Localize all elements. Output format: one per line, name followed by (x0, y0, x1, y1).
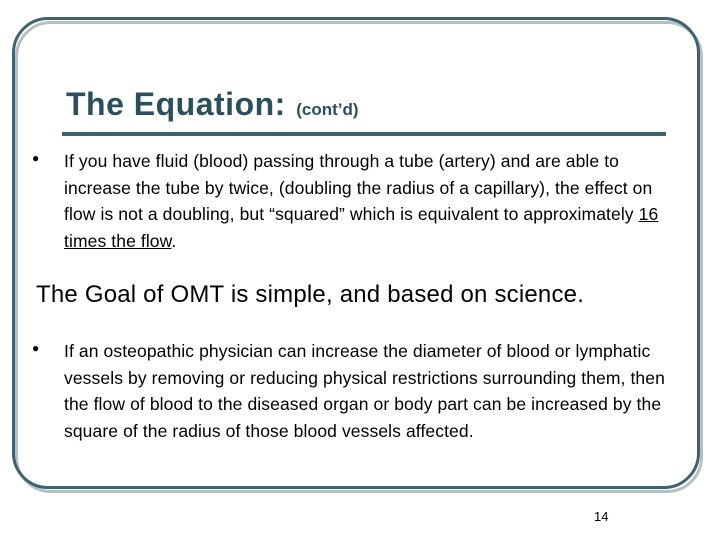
bullet-dot-icon: ● (32, 341, 40, 355)
title-main: The Equation: (66, 86, 286, 122)
bullet-1-underlined-text: 16 times the flow (64, 204, 659, 251)
slide-title (66, 86, 359, 123)
bullet-1-text-end: . (171, 230, 177, 251)
bullet-1-text: If you have fluid (blood) passing through a tube (artery) and are able to increase the tube by twice, (doubling the radius of a capillary), the effect on flow is not a doubling, but “squared” which is equivalent to approximately (64, 151, 653, 224)
bullet-text-1 (64, 148, 672, 254)
section-heading: The Goal of OMT is simple, and based on science. (36, 281, 585, 308)
title-subtitle: (cont’d) (296, 100, 359, 119)
bullet-dot-icon: ● (32, 151, 40, 165)
bullet-item-1 (32, 148, 672, 254)
bullet-2-text: If an osteopathic physician can increase the diameter of blood or lymphatic vessels by removing or reducing physical restrictions surrounding them, then the flow of blood to the diseased organ or body part can be increased by the square of the radius of those blood vessels affected. (64, 341, 665, 441)
bullet-item-2 (32, 338, 672, 444)
title-underline-rule (62, 132, 666, 136)
page-number: 14 (594, 509, 609, 524)
